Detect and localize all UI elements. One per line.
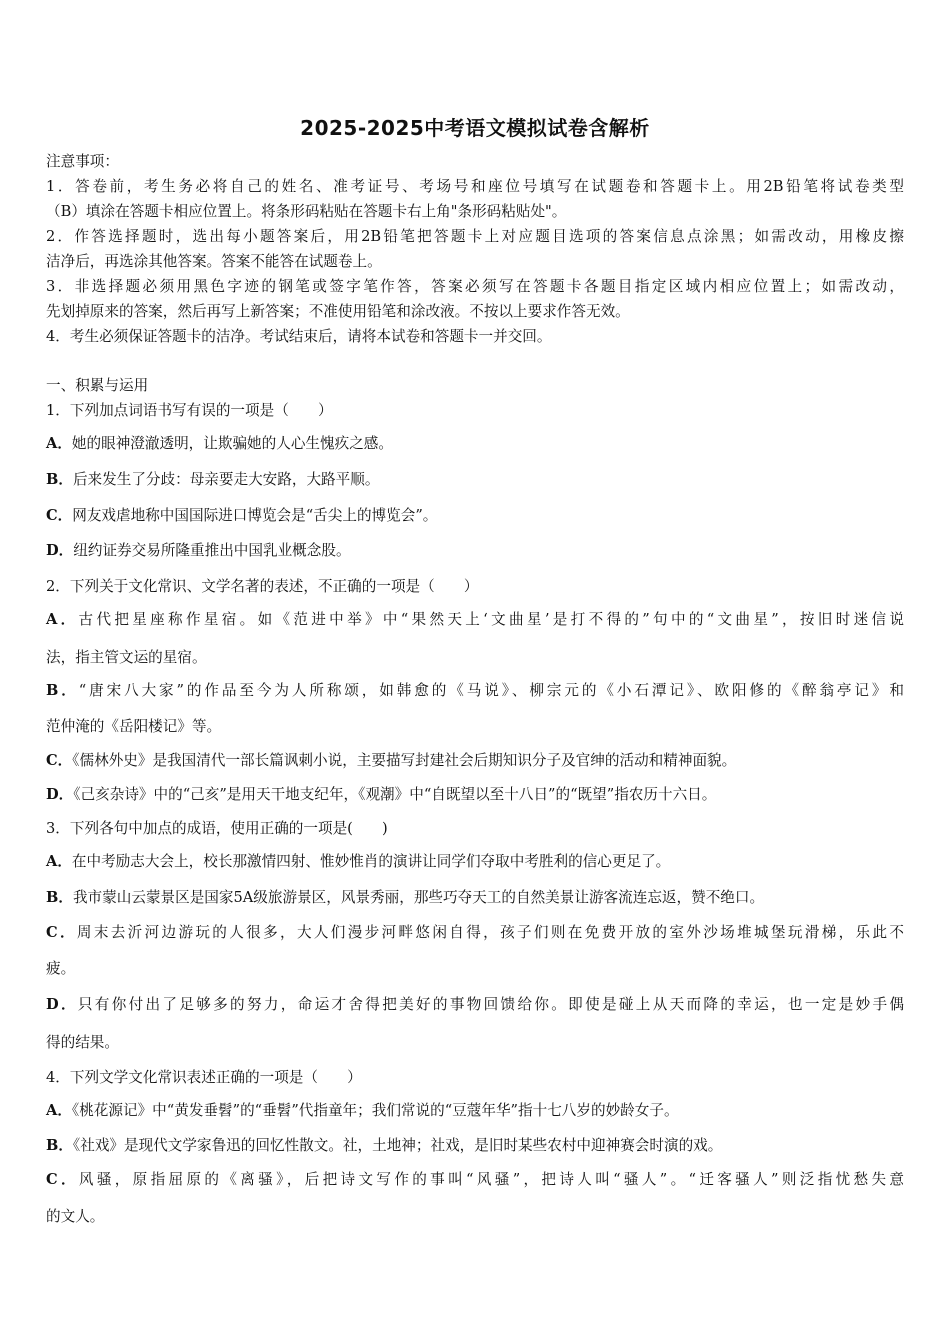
section-heading: 一、积累与运用 (46, 377, 149, 394)
question-option (46, 1136, 904, 1156)
notice-line: 4．考生必须保证答题卡的洁净。考试结束后，请将本试卷和答题卡一并交回。 (46, 328, 552, 345)
option-text: 后来发生了分歧：母亲要走大安路，大路平顺。 (72, 471, 380, 488)
option-text: 只有你付出了足够多的努力，命运才舍得把美好的事物回馈给你。即使是碰上从天而降的幸运，也一定是妙手偶 (77, 996, 904, 1013)
question-option (46, 888, 904, 908)
option-label: A． (46, 611, 79, 628)
option-text: 《儒林外史》是我国清代一部长篇讽刺小说，主要描写封建社会后期知识分子及官绅的活动和精神面貌。 (72, 752, 737, 769)
question-option (46, 610, 904, 630)
option-text: 《社戏》是现代文学家鲁迅的回忆性散文。社，土地神；社戏，是旧时某些农村中迎神赛会时演的戏。 (72, 1137, 723, 1154)
notice-line: 2．作答选择题时，选出每小题答案后，用2B铅笔把答题卡上对应题目选项的答案信息点涂黑；如需改动，用橡皮擦 (46, 228, 904, 245)
option-label: A． (46, 853, 72, 870)
option-text: 古代把星座称作星宿。如《范进中举》中“果然天上‘文曲星’是打不得的”句中的“文曲星”，按旧时迷信说 (78, 611, 905, 628)
option-label: A． (46, 1102, 72, 1119)
option-text: 我市蒙山云蒙景区是国家5A级旅游景区，风景秀丽，那些巧夺天工的自然美景让游客流连忘返，赞不绝口。 (72, 889, 765, 906)
option-continuation: 法，指主管文运的星宿。 (46, 649, 207, 666)
option-label: D． (46, 542, 74, 559)
option-text: 周末去沂河边游玩的人很多，大人们漫步河畔悠闲自得，孩子们则在免费开放的室外沙场堆城堡玩滑梯，乐此不 (76, 924, 904, 941)
option-label: B． (46, 889, 73, 906)
option-text: 《己亥杂诗》中的“己亥”是用天干地支纪年，《观潮》中“自既望以至十八日”的“既望”指农历十六日。 (73, 786, 717, 803)
option-label: A． (46, 435, 72, 452)
question-stem: 1．下列加点词语书写有误的一项是（ ） (46, 402, 333, 419)
option-label: B． (46, 682, 79, 699)
option-label: B． (46, 1137, 73, 1154)
option-continuation: 的文人。 (46, 1208, 105, 1225)
option-label: C． (46, 1171, 79, 1188)
option-label: C． (46, 924, 77, 941)
option-continuation: 疲。 (46, 960, 76, 977)
option-text: 《桃花源记》中“黄发垂髫”的“垂髫”代指童年；我们常说的“豆蔻年华”指十七八岁的妙龄女子。 (71, 1102, 679, 1119)
option-label: C． (46, 507, 73, 524)
page-title: 2025-2025中考语文模拟试卷含解析 (300, 116, 650, 140)
question-option (46, 751, 904, 771)
question-option (46, 1101, 904, 1121)
option-label: D． (46, 996, 78, 1013)
option-label: C． (46, 752, 73, 769)
option-text: 她的眼神澄澈透明，让欺骗她的人心生愧疚之感。 (71, 435, 393, 452)
option-text: 在中考励志大会上，校长那激情四射、惟妙惟肖的演讲让同学们夺取中考胜利的信心更足了。 (71, 853, 671, 870)
question-option (46, 852, 904, 872)
notice-line: 先划掉原来的答案，然后再写上新答案；不准使用铅笔和涂改液。不按以上要求作答无效。 (46, 303, 630, 320)
question-option (46, 1170, 904, 1190)
question-option (46, 681, 904, 701)
question-option (46, 470, 904, 490)
option-text: “唐宋八大家”的作品至今为人所称颂，如韩愈的《马说》、柳宗元的《小石潭记》、欧阳修的《醉翁亭记》和 (78, 682, 905, 699)
question-stem: 2．下列关于文化常识、文学名著的表述，不正确的一项是（ ） (46, 578, 479, 595)
option-text: 纽约证券交易所隆重推出中国乳业概念股。 (73, 542, 351, 559)
question-option (46, 923, 904, 943)
notice-line: （B）填涂在答题卡相应位置上。将条形码粘贴在答题卡右上角"条形码粘贴处"。 (46, 203, 567, 220)
notice-line: 3．非选择题必须用黑色字迹的钢笔或签字笔作答，答案必须写在答题卡各题目指定区域内相应位置上；如需改动， (46, 278, 904, 295)
option-label: D． (46, 786, 74, 803)
notice-line: 1．答卷前，考生务必将自己的姓名、准考证号、考场号和座位号填写在试题卷和答题卡上。用2B铅笔将试卷类型 (46, 178, 904, 195)
option-text: 网友戏虐地称中国国际进口博览会是“舌尖上的博览会”。 (72, 507, 438, 524)
question-stem: 4．下列文学文化常识表述正确的一项是（ ） (46, 1069, 362, 1086)
option-continuation: 得的结果。 (46, 1034, 119, 1051)
question-option (46, 434, 904, 454)
option-text: 风骚，原指屈原的《离骚》，后把诗文写作的事叫“风骚”，把诗人叫“骚人”。“迁客骚人”则泛指忧愁失意 (78, 1171, 905, 1188)
question-option (46, 995, 904, 1015)
notice-line: 洁净后，再选涂其他答案。答案不能答在试题卷上。 (46, 253, 382, 270)
notice-heading: 注意事项： (46, 153, 119, 170)
question-option (46, 506, 904, 526)
question-option (46, 785, 904, 805)
option-continuation: 范仲淹的《岳阳楼记》等。 (46, 718, 222, 735)
question-stem: 3．下列各句中加点的成语，使用正确的一项是( ) (46, 820, 388, 837)
option-label: B． (46, 471, 73, 488)
question-option (46, 541, 904, 561)
